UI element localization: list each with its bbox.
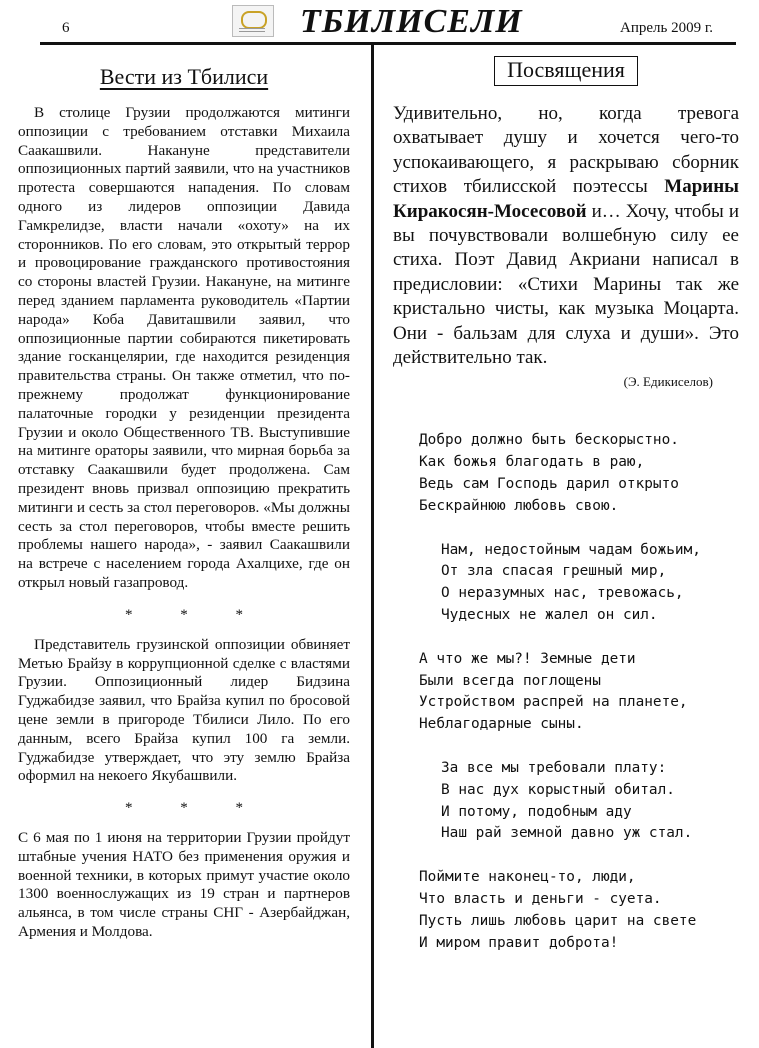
intro-part-2: и… Хочу, чтобы и вы почувствовали волшебную силу ее стиха. Поэт Давид Акриани написал в предисловии: «Стихи Марины так же кристально чисты, как музыка Моцарта. Они - бальзам для слуха и души». Это действительно так.	[393, 200, 739, 369]
intro-part-1: Удивительно, но, когда тревога охватывает душу и хочется чего-то успокаивающего, я раскрываю сборник стихов тбилисской поэтессы	[393, 103, 739, 198]
news-paragraph-3: С 6 мая по 1 июня на территории Грузии пройдут штабные учения НАТО без применения оружия и военной техники, в которых примут участие около 1300 военнослужащих из 19 стран и партнеров альянса, в том числе страны СНГ - Азербайджан, Армения и Молдова.	[18, 829, 350, 941]
poem-line: Поймите наконец-то, люди,	[419, 869, 636, 886]
poem-line: Бескрайнюю любовь свою.	[419, 497, 619, 514]
poem-stanza	[393, 867, 739, 954]
poem-line: Пусть лишь любовь царит на свете	[419, 912, 697, 929]
poem-stanza	[393, 758, 739, 845]
dedication-title: Посвящения	[494, 56, 638, 86]
issue-date: Апрель 2009 г.	[620, 20, 714, 36]
poem-line: В нас дух корыстный обитал.	[441, 781, 675, 798]
poem-line: Как божья благодать в раю,	[419, 454, 645, 471]
poem-line: От зла спасая грешный мир,	[441, 563, 667, 580]
poem-line: Нам, недостойным чадам божьим,	[441, 541, 701, 558]
poem-line: Ведь сам Господь дарил открыто	[419, 476, 679, 493]
poem-line: Добро должно быть бескорыстно.	[419, 432, 679, 449]
page-number: 6	[62, 20, 70, 36]
page-header	[0, 0, 759, 48]
news-paragraph-2: Представитель грузинской оппозиции обвиняет Метью Брайзу в коррупционной сделке с властями Грузии. Оппозиционный лидер Бидзина Гуджабидзе заявил, что Брайза купил по бросовой цене земли в пригороде Тбилиси Лило. По его данным, всего Брайза купил 100 га земли. Гуджабидзе утверждает, что эту землю Брайза оформил на некоего Якубашвили.	[18, 635, 350, 785]
poem-line: И миром правит доброта!	[419, 934, 619, 951]
separator-1: * * *	[125, 606, 265, 623]
poem-line: Устройством распрей на планете,	[419, 694, 688, 711]
poem-line: Чудесных не жалел он сил.	[441, 607, 658, 624]
dedication-column	[393, 56, 739, 976]
poem-stanza	[393, 649, 739, 736]
poem	[393, 430, 739, 954]
poem-line: За все мы требовали плату:	[441, 760, 667, 777]
poet-name: Марины Киракосян-Мосесовой	[393, 176, 739, 222]
dedication-title-wrap	[393, 56, 739, 86]
logo-icon	[232, 5, 274, 37]
header-rule	[40, 42, 736, 45]
poem-line: Были всегда поглощены	[419, 672, 601, 689]
news-column	[18, 56, 350, 942]
poem-line: А что же мы?! Земные дети	[419, 650, 636, 667]
poem-stanza	[393, 430, 739, 517]
poem-line: О неразумных нас, тревожась,	[441, 585, 684, 602]
poem-line: И потому, подобным аду	[441, 803, 632, 820]
masthead: ТБИЛИСЕЛИ	[300, 3, 523, 40]
column-divider	[371, 45, 374, 1048]
signature: (Э. Едикиселов)	[623, 374, 713, 390]
news-title: Вести из Тбилиси	[99, 64, 269, 89]
poem-line: Что власть и деньги - суета.	[419, 891, 662, 908]
poem-line: Неблагодарные сыны.	[419, 716, 584, 733]
separator-2: * * *	[125, 800, 265, 817]
dedication-intro	[393, 102, 739, 370]
poem-line: Наш рай земной давно уж стал.	[441, 825, 693, 842]
poem-stanza	[393, 540, 739, 627]
news-paragraph-1: В столице Грузии продолжаются митинги оппозиции с требованием отставки Михаила Саакашвили. Накануне представители оппозиционных партий заявили, что на участников протеста совершаются нападения. По словам одного из лидеров оппозиции Давида Гамкрелидзе, власти начали «охоту» на их сторонников. По его словам, это открытый террор и провоцирование гражданского противостояния со стороны властей Грузии. Накануне, на митинге перед зданием парламента руководитель «Партии народа» Коба Давиташвили заявил, что оппозиционные партии собираются пикетировать здание госканцелярии, где находится резиденция правительства страны. Он также отметил, что по-прежнему продолжат функционирование палаточные городки у резиденции президента Грузии и около Общественного ТВ. Выступившие на митинге ораторы заявили, что мирная борьба за отставку Саакашвили будет продолжена. Сам президент вновь призвал оппозицию прекратить митинги и сесть за стол переговоров. «Мы должны сесть за стол переговоров, чтобы вместе решить проблемы нашего народа», - заявил Саакашвили на встрече с населением города Ахалцихе, где он открыл новый газапровод.	[18, 104, 350, 591]
